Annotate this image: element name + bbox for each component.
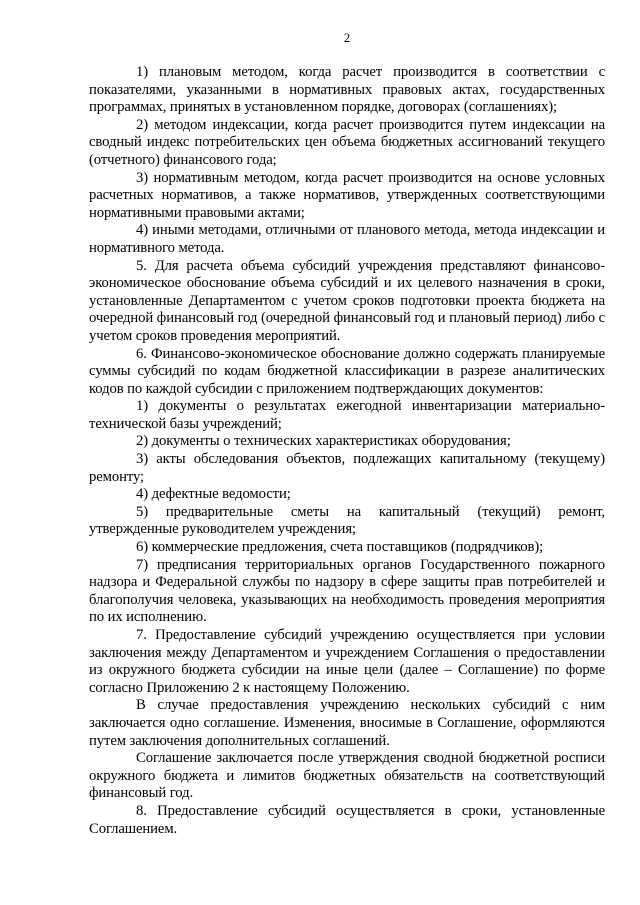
paragraph-method-planned: 1) плановым методом, когда расчет производится в соответствии с показателями, указанными в нормативных правовых актах, государственных программах, принятых в установленном порядке, договорах (соглашениях); (89, 64, 605, 116)
paragraph-section-7: 7. Предоставление субсидий учреждению осуществляется при условии заключения между Департаментом и учреждением Соглашения о предоставлении из окружного бюджета субсидии на иные цели (далее – Соглашение) по форме согласно Приложению 2 к настоящему Положению. (89, 627, 605, 696)
paragraph-section-8: 8. Предоставление субсидий осуществляется в сроки, установленные Соглашением. (89, 802, 605, 837)
paragraph-section-6: 6. Финансово-экономическое обоснование должно содержать планируемые суммы субсидий по кодам бюджетной классификации в разрезе аналитических кодов по каждой субсидии с приложением подтверждающих документов: (89, 345, 605, 397)
paragraph-doc-defects: 4) дефектные ведомости; (136, 486, 291, 503)
paragraph-agreement-conclusion: Соглашение заключается после утверждения сводной бюджетной росписи окружного бюджета и лимитов бюджетных обязательств на соответствующий финансовый год. (89, 750, 605, 802)
paragraph-several-subsidies: В случае предоставления учреждению нескольких субсидий с ним заключается одно соглашение. Изменения, вносимые в Соглашение, оформляются путем заключения дополнительных соглашений. (89, 697, 605, 749)
document-body (89, 64, 605, 838)
paragraph-doc-offers: 6) коммерческие предложения, счета поставщиков (подрядчиков); (136, 539, 544, 556)
paragraph-doc-inspection: 3) акты обследования объектов, подлежащих капитальному (текущему) ремонту; (89, 451, 605, 485)
paragraph-method-normative: 3) нормативным методом, когда расчет производится на основе условных расчетных нормативов, а также нормативов, утвержденных соответствующими нормативными правовыми актами; (89, 169, 605, 221)
paragraph-method-indexation: 2) методом индексации, когда расчет производится путем индексации на сводный индекс потребительских цен объема бюджетных ассигнований текущего (отчетного) финансового года; (89, 116, 605, 168)
paragraph-doc-orders: 7) предписания территориальных органов Государственного пожарного надзора и Федеральной службы по надзору в сфере защиты прав потребителей и благополучия человека, указывающих на необходимость проведения мероприятия по их исполнению. (89, 556, 605, 626)
page-number: 2 (343, 31, 351, 45)
paragraph-method-other: 4) иными методами, отличными от планового метода, метода индексации и нормативного метода. (89, 222, 605, 256)
paragraph-doc-equipment: 2) документы о технических характеристиках оборудования; (136, 433, 511, 450)
paragraph-section-5: 5. Для расчета объема субсидий учреждения представляют финансово-экономическое обоснование объема субсидий и их целевого назначения в сроки, установленные Департаментом с учетом сроков подготовки проекта бюджета на очередной финансовый год (очередной финансовый год и плановый период) либо с учетом сроков проведения мероприятий. (89, 257, 605, 344)
paragraph-doc-inventory: 1) документы о результатах ежегодной инвентаризации материально-технической базы учреждений; (89, 398, 605, 432)
paragraph-doc-estimates: 5) предварительные сметы на капитальный (текущий) ремонт, утвержденные руководителем учреждения; (89, 503, 605, 538)
